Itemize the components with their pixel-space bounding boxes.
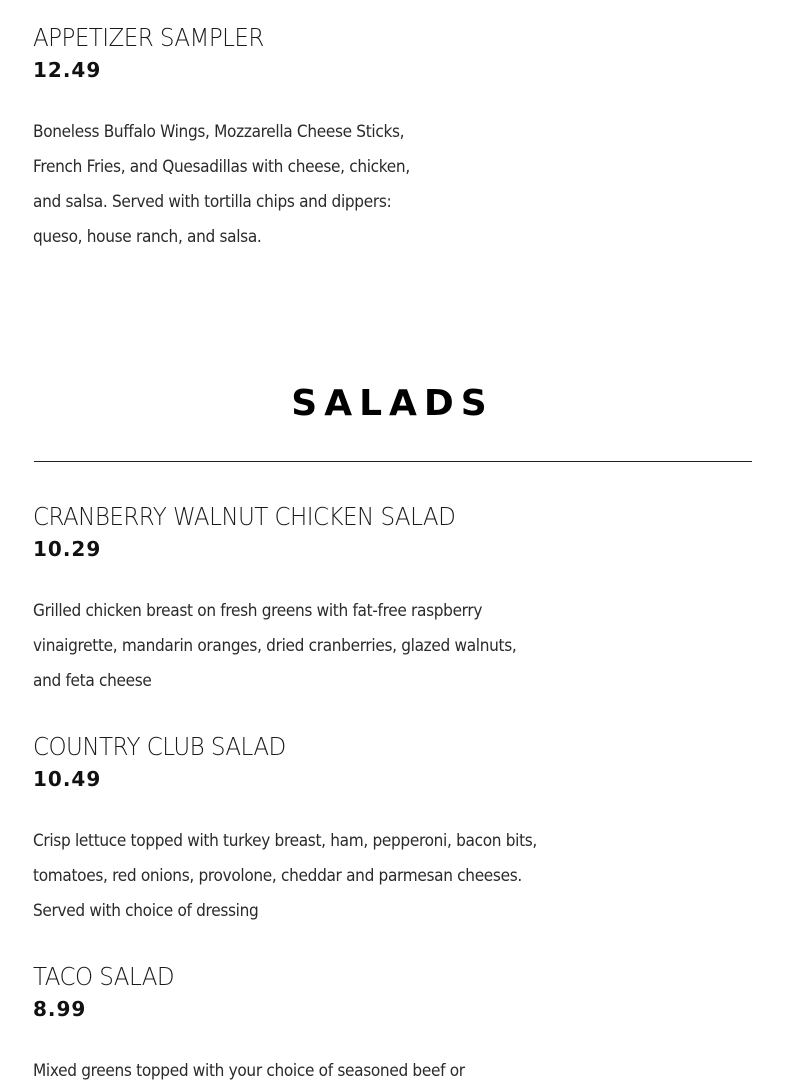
item-description-line: tomatoes, red onions, provolone, cheddar and parmesan cheeses.	[33, 866, 522, 885]
item-description-line: and salsa. Served with tortilla chips and dippers:	[33, 192, 392, 211]
item-name: CRANBERRY WALNUT CHICKEN SALAD	[33, 502, 456, 531]
item-description-line: Grilled chicken breast on fresh greens with fat-free raspberry	[33, 601, 483, 620]
item-name: COUNTRY CLUB SALAD	[33, 732, 286, 761]
item-description-line: and feta cheese	[33, 671, 152, 690]
item-name: TACO SALAD	[33, 962, 175, 991]
item-price: 10.49	[33, 767, 102, 791]
item-description-line: French Fries, and Quesadillas with cheese, chicken,	[33, 157, 410, 176]
item-description-line: queso, house ranch, and salsa.	[33, 227, 262, 246]
item-price: 12.49	[33, 58, 102, 82]
item-description-line: Served with choice of dressing	[33, 901, 259, 920]
item-description-line: Mixed greens topped with your choice of seasoned beef or	[33, 1061, 465, 1080]
item-price: 8.99	[33, 997, 87, 1021]
item-description-line: vinaigrette, mandarin oranges, dried cranberries, glazed walnuts,	[33, 636, 517, 655]
section-divider	[34, 461, 752, 462]
item-description-line: Crisp lettuce topped with turkey breast, ham, pepperoni, bacon bits,	[33, 831, 537, 850]
item-description-line: Boneless Buffalo Wings, Mozzarella Cheese Sticks,	[33, 122, 405, 141]
item-price: 10.29	[33, 537, 102, 561]
section-title-salads: SALADS	[291, 383, 494, 424]
item-name: APPETIZER SAMPLER	[33, 23, 264, 52]
